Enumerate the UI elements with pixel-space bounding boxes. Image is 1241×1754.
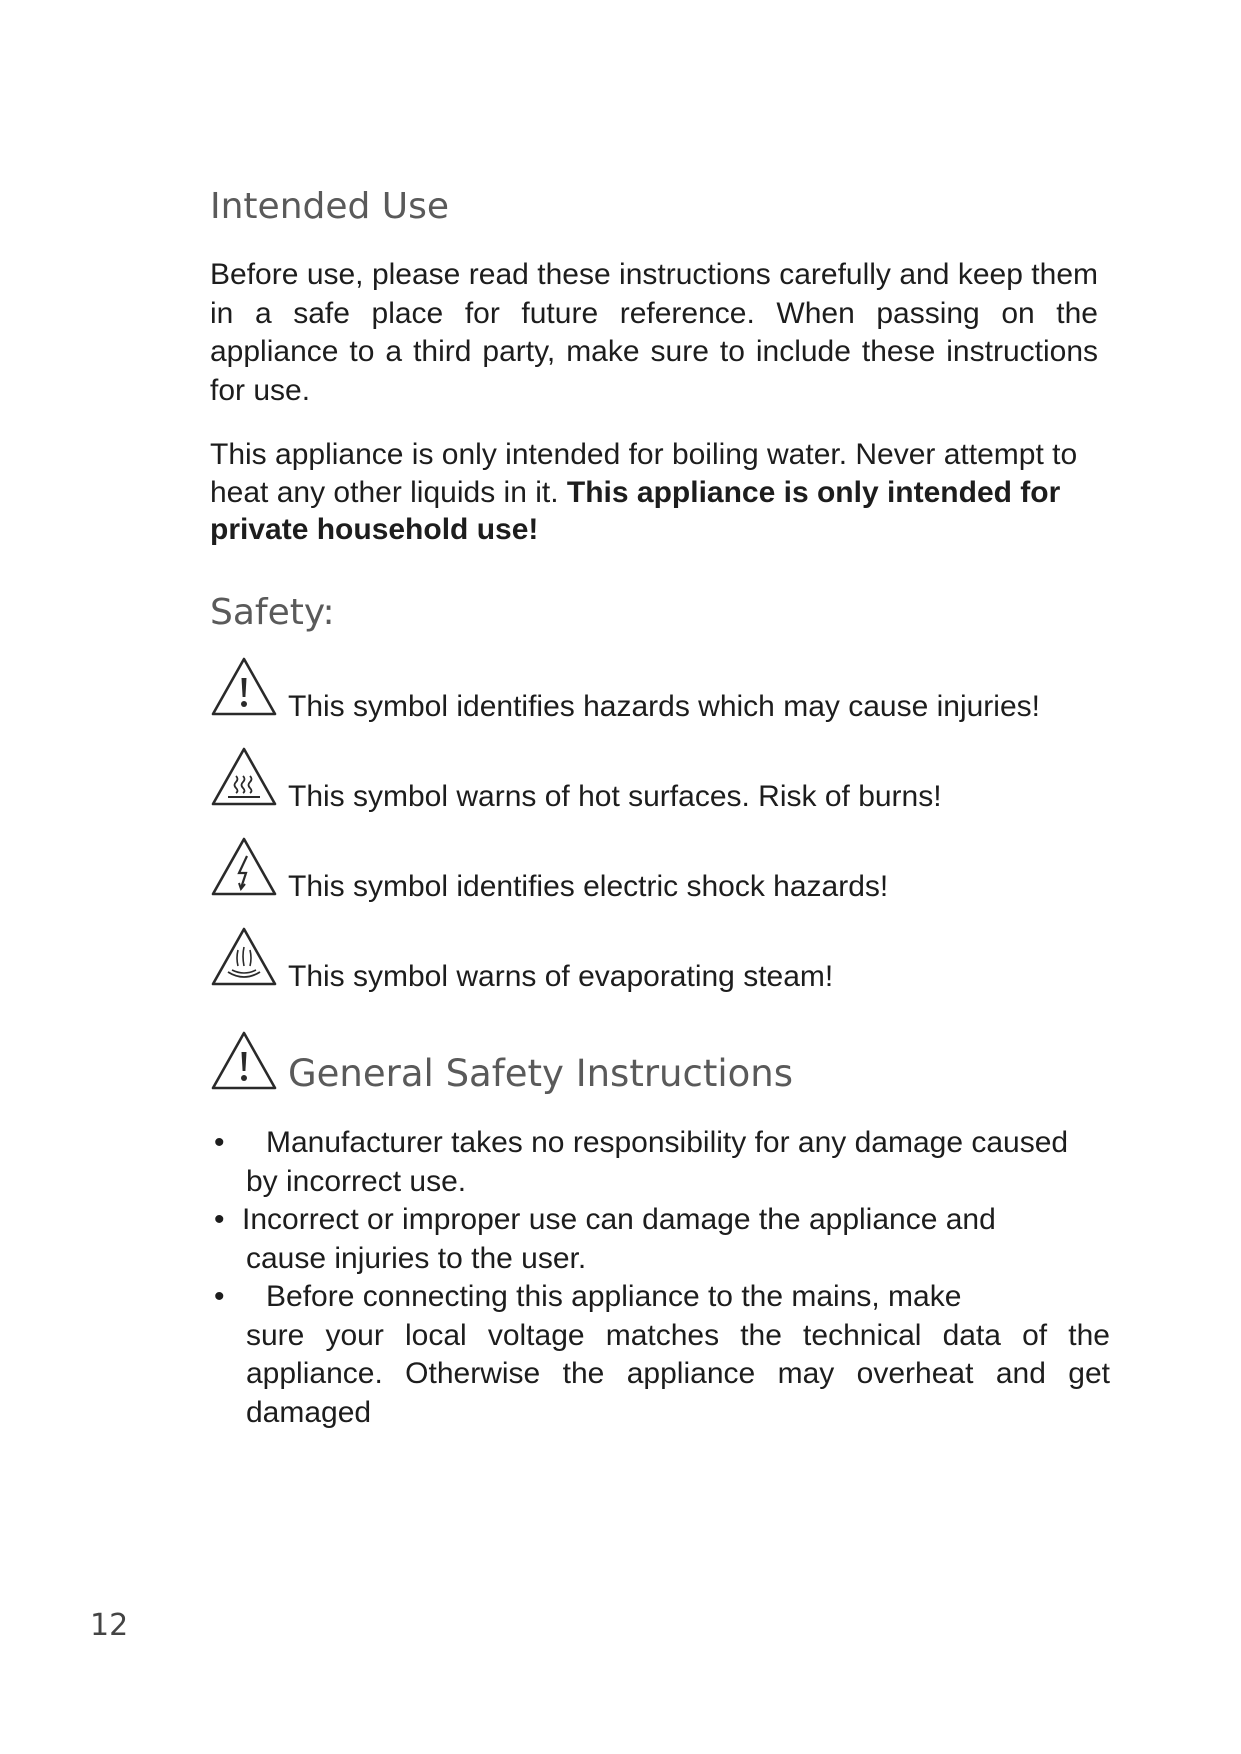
intended-use-purpose-paragraph (210, 436, 1098, 549)
purpose-bold-text: This appliance is only intended for private household use! (210, 475, 1061, 546)
symbol-text: This symbol warns of hot surfaces. Risk of burns! (288, 780, 942, 813)
page-number: 12 (90, 1608, 129, 1643)
symbol-text: This symbol identifies electric shock hazards! (288, 870, 889, 903)
warning-exclamation-icon (210, 1030, 278, 1092)
general-safety-list (210, 1124, 1110, 1432)
symbol-text: This symbol warns of evaporating steam! (288, 960, 834, 993)
symbol-row-injuries (210, 656, 1110, 723)
general-safety-heading: General Safety Instructions (288, 1052, 793, 1095)
hot-surface-icon (210, 746, 278, 808)
purpose-text: This appliance is only intended for boiling water. Never attempt to heat any other liquids in it. (210, 438, 1078, 509)
bullet-point: • (214, 1126, 225, 1159)
symbol-text: This symbol identifies hazards which may cause injuries! (288, 690, 1040, 723)
list-item-continuation: sure your local voltage matches the technical data of the appliance. Otherwise the appliance may overheat and get damaged (246, 1318, 1110, 1429)
list-item (210, 1201, 1110, 1278)
warning-exclamation-icon (210, 656, 278, 718)
list-item-lead: Incorrect or improper use can damage the appliance and (242, 1203, 996, 1236)
symbol-row-hot-surface (210, 746, 1110, 813)
electric-shock-icon (210, 836, 278, 898)
symbol-row-steam (210, 926, 1110, 993)
list-item-continuation: cause injuries to the user. (246, 1241, 587, 1275)
general-safety-section-header (210, 1030, 1110, 1094)
intended-use-paragraph: Before use, please read these instructions carefully and keep them in a safe place for future reference. When passing on the appliance to a third party, make sure to include these instructions for use. (210, 258, 1098, 407)
symbol-row-electric-shock (210, 836, 1110, 903)
list-item-lead: Manufacturer takes no responsibility for any damage caused (266, 1126, 1069, 1159)
list-item (210, 1278, 1110, 1432)
list-item-lead: Before connecting this appliance to the mains, make (266, 1280, 962, 1313)
list-item-continuation: by incorrect use. (246, 1164, 467, 1198)
steam-icon (210, 926, 278, 988)
bullet-point: • (214, 1203, 225, 1236)
safety-heading: Safety: (210, 592, 335, 633)
bullet-point: • (214, 1280, 225, 1313)
list-item (210, 1124, 1110, 1201)
intended-use-heading: Intended Use (210, 186, 450, 227)
